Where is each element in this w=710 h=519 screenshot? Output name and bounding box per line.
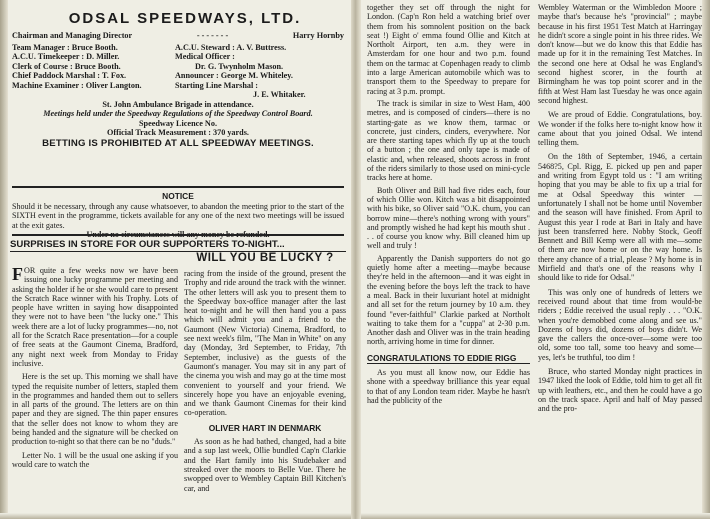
licence-line: Speedway Licence No. — [138, 118, 217, 128]
official-entry: Chief Paddock Marshal : T. Fox. — [12, 71, 127, 80]
official-entry: Dr. G. Twynholm Mason. — [195, 61, 284, 71]
company-title: ODSAL SPEEDWAYS, LTD. — [68, 10, 302, 27]
article-paragraph: This was only one of hundreds of letters we received round about that time from would-be riders ; Eddie received the usual reply . . . "O.K. when you're demobbed come along and see us." Dozens of boys did, dozens of boys didn't. We gave the callers the once-over—some were too old, some too tall, some too heavy and some—yes, let's be truthful, too dim ! — [538, 287, 702, 362]
article-paragraph — [12, 266, 178, 368]
article-paragraph: On the 18th of September, 1946, a certain 5468?5, Cpl. Rigg, E. picked up pen and paper and writing from Egypt told us : "I am writing hoping that you may be able to fix up a trial for me at Odsal Speedway this winter —unfortunately I shall not be home until November and the season will have finished. From April to August this year I rode at Bari in Italy and have just been transferred here. Nobby Stock, Geoff Bennett and Bill Kemp were all with me—some of them are now home or on the way home. Is there any chance of a trial, please ? My home is in Mirfield and that's one of the reasons why I should like to ride for Odsal." — [538, 152, 702, 283]
divider-rule — [12, 234, 344, 236]
official-entry: J. E. Whitaker. — [253, 90, 306, 99]
chairman-name: Harry Hornby — [292, 31, 344, 40]
chairman-label: Chairman and Managing Director — [12, 31, 133, 40]
article-paragraph: Both Oliver and Bill had five rides each, four of which Ollie won. Kitch was a bit disappointed with his bike, so Oliver said "O.K. chum, you can borrow mine—there's nothing wrong with yours" and promptly wished he had kept his mouth shut . . . of course you know why. Bill cleaned him up well and truly ! — [367, 185, 530, 251]
officials-block — [12, 31, 344, 148]
official-entry: Medical Officer : — [175, 52, 235, 61]
article-column-3 — [367, 3, 530, 515]
article-column-2 — [184, 269, 346, 516]
drop-cap: F — [12, 266, 23, 284]
official-entry: Machine Examiner : Oliver Langton. — [12, 80, 142, 90]
congrats-headline: CONGRATULATIONS TO EDDIE RIGG — [367, 354, 530, 364]
chairman-dots: - - - - - - - — [196, 31, 229, 40]
article-paragraph: The track is similar in size to West Ham, 400 metres, and is composed of cinders—there is no starting-gate as we know them, tarmac or concrete, just cinders, cinders, everywhere. Nor are there starting tapes which fly up at the touch of a button ; the one and only tape is made of elastic and, when released, shoots across in front of the riders similarly to those used on mini-cycle tracks here at home. — [367, 98, 530, 183]
centre-fold — [351, 0, 361, 519]
notice-emphasis: Under no circumstances will any money be refunded. — [86, 230, 270, 240]
official-entry: Starting Line Marshal : — [175, 80, 259, 90]
article-paragraph: Bruce, who started Monday night practices in 1947 liked the look of Eddie, told him to get all fit up with leathers, etc., and then he could have a go on the track space. April and half of May passed and the pro- — [538, 366, 702, 414]
edge-stain-right — [702, 0, 710, 519]
article-paragraph: racing from the inside of the ground, present the Trophy and ride around the track with the winner. The other letters will ask you to present them to the Speedway box-office manager after the last heat to-night and he will then hand you a pass which will admit you and a friend to the Gaumont (New Victoria) Cinema, Bradford, to see next week's film, "The Man in White" on any day (Monday, 3rd September, to Friday, 7th September, inclusive) as the guests of the Gaumont's manager. You may sit in any part of the cinema you wish and may go at the time most convenient to yourself and your friend. We sincerely hope you have an enjoyable evening, and we thank Gaumont Cinemas for their kind co-operation. — [184, 269, 346, 418]
official-entry: A.C.U. Timekeeper : D. Miller. — [12, 52, 120, 61]
measurement-line: Official Track Measurement : 370 yards. — [107, 128, 249, 137]
paragraph-text: OR quite a few weeks now we have been issuing one lucky programme per meeting and asking the holder if he or she would care to present the Scratch Race winner with his Trophy. Lots of people have written in saying how disappointed they were not to have been "the lucky one." This week there are a lot of lucky programmes—no, not all for the Scratch Race presentation—for a couple of free seats at the Gaumont Cinema, Bradford, any night next week from Monday to Friday inclusive. — [12, 266, 178, 368]
article-paragraph: As you must all know now, our Eddie has shone with a speedway brilliance this year equal to that of any London team rider. Maybe he hasn't had the publicity of the — [367, 367, 530, 405]
betting-warning: BETTING IS PROHIBITED AT ALL SPEEDWAY MEETINGS. — [42, 137, 314, 149]
notice-title: NOTICE — [162, 191, 194, 201]
edge-stain-left — [0, 0, 8, 519]
oliver-headline: OLIVER HART IN DENMARK — [208, 422, 322, 433]
official-entry: Team Manager : Bruce Booth. — [12, 42, 118, 52]
notice-text: Should it be necessary, through any cause whatsoever, to abandon the meeting prior to the start of the SIXTH event in the programme, tickets available for any one of the next two meetings will be issued at the exit gates. — [12, 202, 344, 230]
official-entry — [12, 90, 175, 100]
regulations-line: Meetings held under the Speedway Regulations of the Speedway Control Board. — [43, 109, 313, 118]
ambulance-line: St. John Ambulance Brigade in attendance. — [102, 99, 254, 109]
divider-rule — [12, 186, 344, 188]
article-paragraph: Here is the set up. This morning we shall have typed the requisite number of letters, stapled them in the programmes and handed them out to sellers in all parts of the ground. The letters are on thin paper and they are signed. The thin paper ensures that the seller does not know to whom they are being handed and the signature will be checked on production to-night so that there can be no "duds." — [12, 372, 178, 447]
article-paragraph: Apparently the Danish supporters do not go quietly home after a meeting—maybe because they're held in the afternoon—and it was eight in the evening before the boys left the track to have a meal. Back in their luxuriant hotel at midnight and all set for the return journey by 10 a.m. they found "ever-faithful" Clarkie parked at Northolt waiting to take them for a "cuppa" at 2-30 p.m. Another dash and Oliver was in the train heading north, arriving home in time for dinner. — [367, 253, 530, 347]
official-entry: Clerk of Course : Bruce Booth. — [12, 61, 121, 71]
will-you-headline: WILL YOU BE LUCKY ? — [196, 252, 334, 264]
article-paragraph: Wembley Waterman or the Wimbledon Moore ; maybe that's because he's "provincial" ; maybe because in his first 1951 Test Match at Harringay he didn't score a single point in his three rides. We don't know—but we do know this that Eddie has made up for it in the remaining Test Matches. In the second one here at Odsal he was England's second highest scorer, in the fourth at Birmingham he was top point scorer and in the fifth at West Ham last Tuesday he was once again second highest. — [538, 3, 702, 105]
official-entry: A.C.U. Steward : A. V. Buttress. — [175, 42, 287, 52]
chairman-line — [12, 31, 344, 41]
article-paragraph: We are proud of Eddie. Congratulations, boy. We wonder if the folks here to-night know how it came about that you joined Odsal. We intend telling them. — [538, 110, 702, 148]
article-paragraph: Letter No. 1 will be the usual one asking if you would care to watch the — [12, 450, 178, 469]
article-column-1 — [12, 266, 178, 516]
article-paragraph: together they set off through the night for London. (Cap'n Ron held a watching brief over them from his somnolent position on the back seat !) Eight o' emma found Ollie and Kitch at Northolt Airport, ten a.m. they were in Amsterdam for one hour and two p.m. found them on the tarmac at Copenhagen ready to climb into a large American automobile which was to transport them to the Speedway to prepare for racing at 3 p.m. prompt. — [367, 3, 530, 96]
surprise-headline: SURPRISES IN STORE FOR OUR SUPPORTERS TO-NIGHT... — [10, 239, 285, 250]
article-column-4 — [538, 3, 702, 515]
officials-grid — [12, 43, 344, 100]
article-paragraph: As soon as he had bathed, changed, had a bite and a sup last week, Ollie bundled Cap'n Clarkie and the Hart family into his Studebaker and streaked over the moors to Belle Vue. There he swopped over to Wembley Captain Bill Kitchen's car, and — [184, 437, 346, 493]
official-entry: Announcer : George M. Whiteley. — [175, 71, 293, 80]
